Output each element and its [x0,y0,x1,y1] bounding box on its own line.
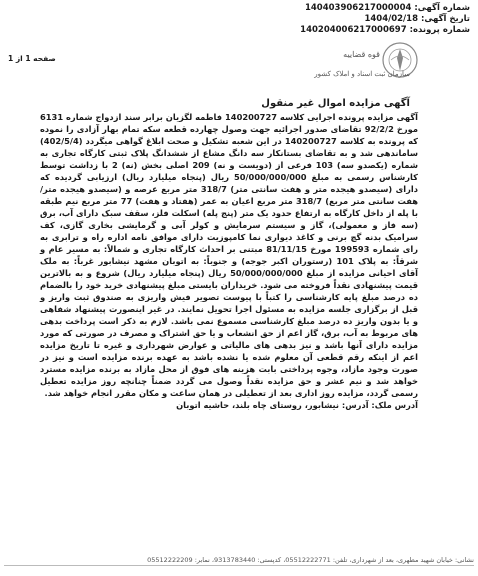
notice-body [40,111,418,411]
page-number: صفحه 1 از 1 [8,54,56,63]
footer-address: نشانی: خیابان شهید مطهری، بعد از شهرداری، تلفن: 05512222771، کدپستی: 9313783440، نمابر: 05512222209 [147,556,474,564]
notice-title: آگهی مزایده اموال غیر منقول [261,98,410,109]
footer-divider [4,565,474,566]
file-number: 140204006217000697 [300,25,407,35]
ad-date: 1404/02/18 [364,14,418,24]
ad-number-row [300,3,470,14]
ad-date-row [300,14,470,25]
notice-paragraph: آگهی مزایده پرونده اجرایی کلاسه 140200727 فاطمه لگزیان برابر سند ازدواج شماره 6131 مورخ 92/2/2 تقاضای صدور اجرائیه جهت وصول چهارده قطعه سکه تمام بهار آزادی را نموده که پرونده به کلاسه 140200727 در این شعبه تشکیل و صحت ابلاغ گواهی میگردد (402/5/4) ساماندهی شد و به تقاضای بستانکار سه دانگ مشاع از ششدانگ پلاک ثبتی کارگاه تجاری به شماره (یکصدو سه) 103 فرعی از (دویست و نه) 209 اصلی بخش (نه) 2 با زداشت توسط کارشناس رسمی به مبلغ 50/000/000/000 ریال (پنجاه میلیارد ریال) ارزیابی گردیده که دارای (سیصدو هیجده متر و هفت سانتی متر) 318/7 متر مربع عرصه و (سیصدو هیجده متر/هفت سانتی متر مربع) 318/7 متر مربع اعیان به عمر (هفتاد و هفت) 77 متر مربع نیم طبقه با پله از داخل کارگاه به ارتفاع حدود یک متر (پنج پله) اسکلت فلز، سقف سبک دارای آب، برق (سه فاز و معمولی)، گاز و سیستم سرمایش و کولر آبی و گرمایشی بخاری گازی، کف سرامیک بدنه گچ برنی و کاغذ دیواری نما کامپوزیت دارای موافق نامه اداره راه و ترابری به رای شماره 199593 مورخ 81/11/15 مبتنی بر احداث کارگاه تجاری و شمالاً: به مسیر عام و شرقاً: به پلاک 101 (رستوران اکبر جوجه) و جنوباً: به اتوبان مشهد نیشابور غرباً: به ملک آقای احیانی مزایده از مبلغ 50/000/000/000 ریال (پنجاه میلیارد ریال) شروع و به بالاترین قیمت پیشنهادی نقداً فروخته می شود. خریداران بایستی مبلغ پیشنهادی خرید خود را بالضمام ده درصد مبلغ پایه کارشناسی را کتباً با پیوست تصویر فیش واریزی به صندوق ثبت واریز و قبل از برگزاری جلسه مزایده به مسئول اجرا تحویل نمایند. در غیر اینصورت پیشنهاد شفاهی و یا بدون واریز ده درصد مبلغ کارشناسی مسموع نمی باشد. لازم به ذکر است پرداخت بدهی های مربوط به آب، برق، گاز اعم از حق انشعاب و یا حق اشتراک و مصرف در صورتی که مورد مزایده دارای آنها باشد و نیز بدهی های مالیاتی و عوارض شهرداری و غیره تا تاریخ مزایده اعم از اینکه رقم قطعی آن معلوم شده یا نشده باشد به عهده برنده مزایده است و نیز در صورت وجود مازاد، وجوه پرداختی بابت هزینه های فوق از محل مازاد به برنده مزایده مسترد خواهد شد و نیم عشر و حق مزایده نقداً وصول می گردد ضمناً چنانچه روز مزایده تعطیل رسمی گردد، مزایده روز اداری بعد از تعطیلی در همان ساعت و مکان مقرر انجام خواهد شد. [40,112,419,398]
property-address: آدرس ملک: آدرس: نیشابور، روستای چاه بلند، حاشیه اتوبان [176,400,418,410]
organization-logo [250,40,420,86]
footer [4,556,474,565]
ad-meta [300,3,470,36]
ad-number: 140403906217000004 [304,3,412,13]
judiciary-name: قوه قضاییه [343,50,380,59]
ad-number-label: شماره آگهی: [414,3,470,13]
file-number-row [300,25,470,36]
file-number-label: شماره پرونده: [409,25,470,35]
registry-org-name: سازمان ثبت اسناد و املاک کشور [314,70,410,78]
ad-date-label: تاریخ آگهی: [420,14,470,24]
